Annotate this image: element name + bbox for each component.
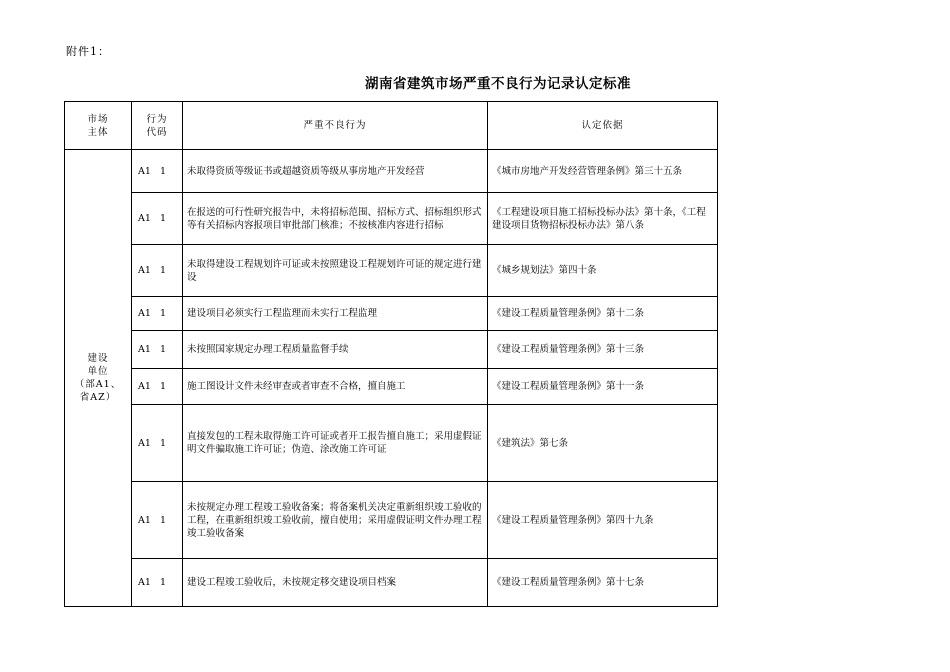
table-row (65, 331, 718, 369)
table-row (65, 297, 718, 331)
basis-text: 《建设工程质量管理条例》第四十九条 (488, 482, 718, 559)
behavior-code: A1 1 (132, 331, 183, 369)
behavior-code: A1 1 (132, 559, 183, 607)
behavior-code: A1 1 (132, 245, 183, 297)
header-row (65, 102, 718, 150)
header-code: 行为 代码 (132, 102, 183, 150)
basis-text: 《城乡规划法》第四十条 (488, 245, 718, 297)
market-subject-cell: 建设 单位 （部A1、 省AZ） (65, 150, 132, 607)
behavior-code: A1 1 (132, 193, 183, 245)
basis-text: 《建设工程质量管理条例》第十七条 (488, 559, 718, 607)
table-row (65, 405, 718, 482)
table-row (65, 150, 718, 193)
page-title: 湖南省建筑市场严重不良行为记录认定标准 (365, 76, 631, 92)
standards-table (64, 101, 718, 607)
header-behavior: 严重不良行为 (183, 102, 488, 150)
header-subject: 市场 主体 (65, 102, 132, 150)
behavior-code: A1 1 (132, 405, 183, 482)
basis-text: 《工程建设项目施工招标投标办法》第十条，《工程建设项目货物招标投标办法》第八条 (488, 193, 718, 245)
behavior-code: A1 1 (132, 369, 183, 405)
behavior-text: 在报送的可行性研究报告中，未将招标范围、招标方式、招标组织形式等有关招标内容报项目审批部门核准；不按核准内容进行招标 (183, 193, 488, 245)
behavior-text: 未取得建设工程规划许可证或未按照建设工程规划许可证的规定进行建设 (183, 245, 488, 297)
basis-text: 《建设工程质量管理条例》第十一条 (488, 369, 718, 405)
table-row (65, 482, 718, 559)
basis-text: 《建筑法》第七条 (488, 405, 718, 482)
header-basis: 认定依据 (488, 102, 718, 150)
behavior-code: A1 1 (132, 150, 183, 193)
behavior-text: 直接发包的工程未取得施工许可证或者开工报告擅自施工；采用虚假证明文件骗取施工许可证；伪造、涂改施工许可证 (183, 405, 488, 482)
behavior-text: 未取得资质等级证书或超越资质等级从事房地产开发经营 (183, 150, 488, 193)
table-row (65, 193, 718, 245)
attachment-label: 附件1： (66, 45, 110, 58)
behavior-code: A1 1 (132, 297, 183, 331)
basis-text: 《城市房地产开发经营管理条例》第三十五条 (488, 150, 718, 193)
basis-text: 《建设工程质量管理条例》第十三条 (488, 331, 718, 369)
table-row (65, 559, 718, 607)
behavior-text: 未按规定办理工程竣工验收备案；将备案机关决定重新组织竣工验收的工程，在重新组织竣工验收前，擅自使用；采用虚假证明文件办理工程竣工验收备案 (183, 482, 488, 559)
behavior-code: A1 1 (132, 482, 183, 559)
behavior-text: 施工图设计文件未经审查或者审查不合格，擅自施工 (183, 369, 488, 405)
behavior-text: 建设工程竣工验收后，未按规定移交建设项目档案 (183, 559, 488, 607)
basis-text: 《建设工程质量管理条例》第十二条 (488, 297, 718, 331)
table-row (65, 369, 718, 405)
table-row (65, 245, 718, 297)
behavior-text: 建设项目必须实行工程监理而未实行工程监理 (183, 297, 488, 331)
behavior-text: 未按照国家规定办理工程质量监督手续 (183, 331, 488, 369)
